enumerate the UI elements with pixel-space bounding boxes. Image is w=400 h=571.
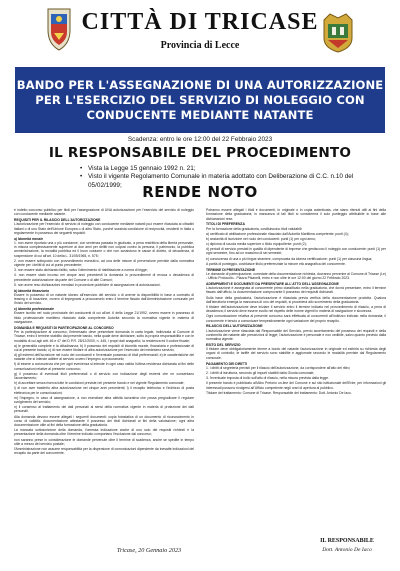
body-paragraph: 3. l'eventuale imposta di bollo sull'atto di rilascio, nella misura prevista dalla legge. bbox=[206, 376, 330, 381]
body-paragraph: è indetto concorso pubblico per titoli per l'assegnazione di UNA autorizzazione per l'esercizio del servizio di noleggio con conducente mediante natante. bbox=[14, 208, 194, 217]
city-title: CITTÀ DI TRICASE bbox=[81, 9, 319, 35]
body-paragraph: Il titolare deve obbligatoriamente tenere a bordo del natante l'autorizzazione in originale ed esibirla su richiesta degli organi di controllo; le tariffe del servizio sono stabilite e aggiornate secondo le modalità previste dal Regolamento comunale. bbox=[206, 347, 386, 360]
body-paragraph: 1. non avere riportato una o più condanne, con sentenza passata in giudicato, a pena restrittiva della libertà personale, in misura complessivamente superiore ai due anni per delitti non colposi contro la persona, il patrimonio, la pubblica amministrazione, la moralità pubblica ed il buon costume o che non sussistono le cause di divieto, di decadenza, di sospensione di cui all'art. 10 della L. 31/05/1965, n. 575; bbox=[14, 240, 194, 258]
signatory-name: Dott. Antonio De Iaco bbox=[322, 547, 372, 553]
section-heading: ESITO DEL SERVIZIO bbox=[206, 342, 241, 347]
body-paragraph: 1. i diritti di segreteria previsti per il rilascio dell'autorizzazione, da corrispondere all'atto del ritiro; bbox=[206, 365, 351, 370]
legal-reference-item: • Vista la Legge 15 gennaio 1992 n. 21; bbox=[80, 165, 380, 173]
body-paragraph: L'autorizzazione è assegnata al concorrente primo classificato nella graduatoria, che dovrà presentare, entro il termine fissato dall'ufficio, la documentazione comprovante il possesso dei requisiti dichiarati. bbox=[206, 286, 386, 295]
body-paragraph: e) conoscenza di una o più lingue straniere, comprovata da idonea certificazione: punti (1) per ciascuna lingua; bbox=[206, 256, 373, 261]
body-paragraph: Titolare del trattamento: Comune di Tricase. Responsabile del trattamento: Dott. Antonio De Iaco. bbox=[206, 390, 352, 395]
body-paragraph: n) il consenso al trattamento dei dati personali ai sensi della normativa vigente in materia di protezione dei dati personali. bbox=[14, 405, 194, 414]
body-paragraph: a) le generalità complete e la cittadinanza; b) il possesso dei requisiti di idoneità morale, finanziaria e professionale di cui al presente bando; c) di non essere titolare di altra autorizzazione per l'esercizio del medesimo servizio; bbox=[14, 343, 194, 352]
body-paragraph: l'Amministrazione non assume responsabilità per la dispersione di comunicazioni dipendente da inesatte indicazioni del recapito da parte del concorrente. bbox=[14, 446, 194, 456]
tricase-city-emblem-icon bbox=[318, 10, 358, 54]
rende-noto-heading: RENDE NOTO bbox=[142, 183, 258, 201]
body-paragraph: Ogni comunicazione relativa al presente concorso sarà effettuata ai concorrenti all'indirizzo indicato nella domanda; il concorrente è tenuto a comunicare tempestivamente ogni variazione del proprio recapito. bbox=[206, 314, 386, 323]
province-subtitle: Provincia di Lecce bbox=[160, 40, 240, 51]
body-paragraph: L'autorizzazione viene rilasciata dal Responsabile del Servizio, previo accertamento del possesso dei requisiti e della conformità del natante alle prescrizioni di legge; l'autorizzazione è personale e non cedibile, salvo quanto previsto dalla normativa vigente. bbox=[206, 328, 386, 342]
announcement-banner bbox=[15, 67, 385, 133]
body-paragraph: 3. non essere stato dichiarato fallito, salvo l'ottenimento di riabilitazione a norma di legge; bbox=[14, 268, 148, 273]
notice-body bbox=[14, 208, 386, 526]
body-paragraph: 2. non essere sottoposto con provvedimento esecutivo, ad una delle misure di prevenzione previste dalla normativa vigente per i delitti di cui al punto precedente; bbox=[14, 258, 194, 268]
section-heading: TITOLI DI PREFERENZA bbox=[206, 222, 245, 227]
body-paragraph: Essere in possesso di un natante idoneo all'esercizio del servizio o di averne la disponibilità in base a contratto di leasing o di locazione, ovvero di impegnarsi a procurarselo entro il termine fissato dall'Amministrazione comunale per l'inizio del servizio. bbox=[14, 292, 194, 306]
notice-body-left-column bbox=[14, 208, 194, 526]
body-paragraph: La mancata sottoscrizione della domanda, l'omessa indicazione anche di uno solo dei requisiti richiesti e la presentazione della domanda oltre il termine indicato comportano l'esclusione dal concorso; bbox=[14, 428, 194, 437]
body-paragraph: Le domande di partecipazione, corredate della documentazione richiesta, dovranno pervenire al Comune di Tricase (Le) - Ufficio Protocollo - Piazza Pisanelli, entro e non oltre le ore 12:00 del giorno 22 Febbraio 2023. bbox=[206, 271, 386, 281]
body-paragraph: 5. non avere reso dichiarazioni mendaci in procedure pubbliche di assegnazione di autorizzazioni. bbox=[14, 282, 161, 287]
body-paragraph: h) di accettare senza riserva tutte le condizioni previste nel presente bando e nel vigente Regolamento comunale; bbox=[14, 381, 185, 386]
body-paragraph: Potranno essere allegati i titoli e documenti, in originale o in copia autenticata, che siano ritenuti utili ai fini della formazione della graduatoria; in mancanza di tali titoli si considererà il solo punteggio attribuibile in base alle dichiarazioni rese. bbox=[206, 208, 386, 221]
place-and-date: Tricase, 20 Gennaio 2023 bbox=[116, 547, 182, 554]
body-paragraph: d) gli estremi dell'iscrizione nel ruolo dei conducenti e l'eventuale possesso di titoli preferenziali; e) le caratteristiche del natante che si intende adibire al servizio ovvero l'impegno a procurarselo; bbox=[14, 353, 194, 362]
banner-line-3: CONDUCENTE MEDIANTE NATANTE bbox=[86, 107, 314, 122]
body-paragraph: 2. i diritti di istruttoria, secondo gli importi stabiliti dalla Giunta comunale; bbox=[206, 370, 315, 375]
body-paragraph: a) certificato di abilitazione professionale rilasciato dall'Autorità Marittima competente: punti (4); bbox=[206, 231, 349, 236]
banner-line-1: BANDO PER L'ASSEGNAZIONE DI UNA AUTORIZZAZIONE bbox=[16, 77, 384, 92]
subsection-heading: a) Idoneità morale bbox=[14, 236, 44, 241]
section-heading: REQUISITI PER IL RILASCIO DELL'AUTORIZZAZIONE bbox=[14, 218, 101, 223]
body-paragraph: L'autorizzazione per l'esercizio di servizio di noleggio con conducente mediante natanti può essere rilasciata ai cittadini italiani o di uno Stato dell'Unione Europea o di altro Stato, purché sussista condizione di reciprocità, residenti in Italia o regolarmente in possesso dei seguenti requisiti: bbox=[14, 222, 194, 235]
body-paragraph: Il presente bando è pubblicato all'Albo Pretorio on-line del Comune e sul sito istituzionale dell'Ente; per informazioni gli interessati possono rivolgersi all'Ufficio competente negli orari di apertura al pubblico. bbox=[206, 381, 386, 390]
body-paragraph: A parità di punteggio, costituisce titolo preferenziale la minore età anagrafica del concorrente. bbox=[206, 261, 346, 266]
deadline-text: Scadenza: entro le ore 12:00 del 22 Febbraio 2023 bbox=[127, 136, 273, 143]
document-header bbox=[0, 0, 400, 62]
body-paragraph: 4. non essere stato incorso nei cinque anni precedenti la domanda in provvedimenti di revoca o decadenza di precedente autorizzazione da parte del Comune o di altri Comuni; bbox=[14, 273, 194, 282]
body-paragraph: g) il possesso di eventuali titoli preferenziali o di servizio con indicazione degli estremi che ne consentano l'accertamento; bbox=[14, 371, 194, 381]
notice-body-right-column bbox=[206, 208, 386, 526]
procedure-manager-heading: IL RESPONSABILE DEL PROCEDIMENTO bbox=[48, 145, 352, 161]
body-paragraph: d) periodi di servizio prestati in qualità di dipendente di imprese che gestiscono il noleggio con conducente: punti (1) per ogni semestre, fino ad un massimo di sei semestri; bbox=[206, 247, 386, 256]
body-paragraph: i) di non aver trasferito altra autorizzazione nei cinque anni precedenti; l) il recapito telefonico e l'indirizzo di posta elettronica per le comunicazioni; bbox=[14, 386, 194, 395]
subsection-heading: c) Idoneità professionale bbox=[14, 307, 54, 312]
subsection-heading: b) Idoneità finanziaria bbox=[14, 288, 49, 293]
body-paragraph: b) anzianità di iscrizione nel ruolo dei conducenti: punti (1) per ogni anno; bbox=[206, 236, 316, 241]
body-paragraph: c) diploma di scuola media superiore o titolo equipollente: punti (2); bbox=[206, 242, 307, 247]
banner-line-2: PER L'ESERCIZIO DEL SERVIZIO DI NOLEGGIO CON bbox=[35, 92, 365, 107]
body-paragraph: Il titolare dell'autorizzazione deve iniziare il servizio entro il termine indicato nel provvedimento di rilascio, a pena di decadenza; il servizio deve essere svolto nel rispetto delle norme vigenti in materia di navigazione e sicurezza. bbox=[206, 304, 386, 314]
body-paragraph: f) di essere a conoscenza che per ogni evenienza si intende in ogni caso valida l'ultima residenza dichiarata ai fini delle comunicazioni relative al presente concorso; bbox=[14, 362, 194, 371]
section-heading: RILASCIO DELL'AUTORIZZAZIONE bbox=[206, 324, 263, 329]
body-paragraph: Per la formazione della graduatoria, costituiscono titoli valutabili: bbox=[206, 226, 303, 231]
body-paragraph: non saranno prese in considerazione le domande pervenute oltre il termine di scadenza, anche se spedite in tempo utile a mezzo del servizio postale; bbox=[14, 437, 194, 446]
body-paragraph: Sulla base della graduatoria, l'autorizzazione è rilasciata previa verifica della documentazione prodotta. Qualora dall'istruttoria emerga la mancanza di uno dei requisiti, si procederà allo scorrimento della graduatoria. bbox=[206, 295, 386, 304]
section-heading: DOMANDA E REQUISITI DI PARTECIPAZIONE AL CONCORSO bbox=[14, 325, 114, 330]
legal-reference-item: • Visto il vigente Regolamento Comunale in materia adottato con Deliberazione di C.C. n.10 del 05/02/1999; bbox=[80, 173, 380, 190]
body-paragraph: Alla domanda devono essere allegati i seguenti documenti: copia fotostatica di un documento di riconoscimento in corso di validità; documentazione attestante il possesso dei titoli dichiarati ai fini della valutazione; ogni altra documentazione utile ai fini della formazione della graduatoria. bbox=[14, 414, 194, 428]
body-paragraph: Per la partecipazione al concorso, l'interessato deve presentare domanda in carta legale, indirizzata al Comune di Tricase, entro il termine stabilito dal presente bando, nella quale deve dichiarare, sotto la propria responsabilità e con le modalità di cui agli artt. 46 e 47 del D.P.R. 28/12/2000, n. 445, i propri dati anagrafici, la residenza ed il codice fiscale; bbox=[14, 330, 194, 343]
section-heading: PAGAMENTO DEI DIRITTI bbox=[206, 361, 248, 366]
body-paragraph: m) l'impegno, in caso di assegnazione, a non esercitare altra attività lavorativa che possa pregiudicare il regolare svolgimento del servizio; bbox=[14, 395, 194, 405]
section-heading: TERMINE DI PRESENTAZIONE bbox=[206, 267, 256, 272]
section-heading: ADEMPIMENTI E DOCUMENTI DA PRESENTARE ALL'ATTO DELL'ASSEGNAZIONE bbox=[206, 281, 339, 286]
body-paragraph: Essere iscritto nel ruolo provinciale dei conducenti di cui all'art. 6 della Legge 21/1992, ovvero essere in possesso di titolo professionale marittimo rilasciato dalla competente Autorità secondo la normativa vigente in materia di navigazione. bbox=[14, 311, 194, 324]
signatory-role: IL RESPONSABILE bbox=[320, 538, 374, 544]
